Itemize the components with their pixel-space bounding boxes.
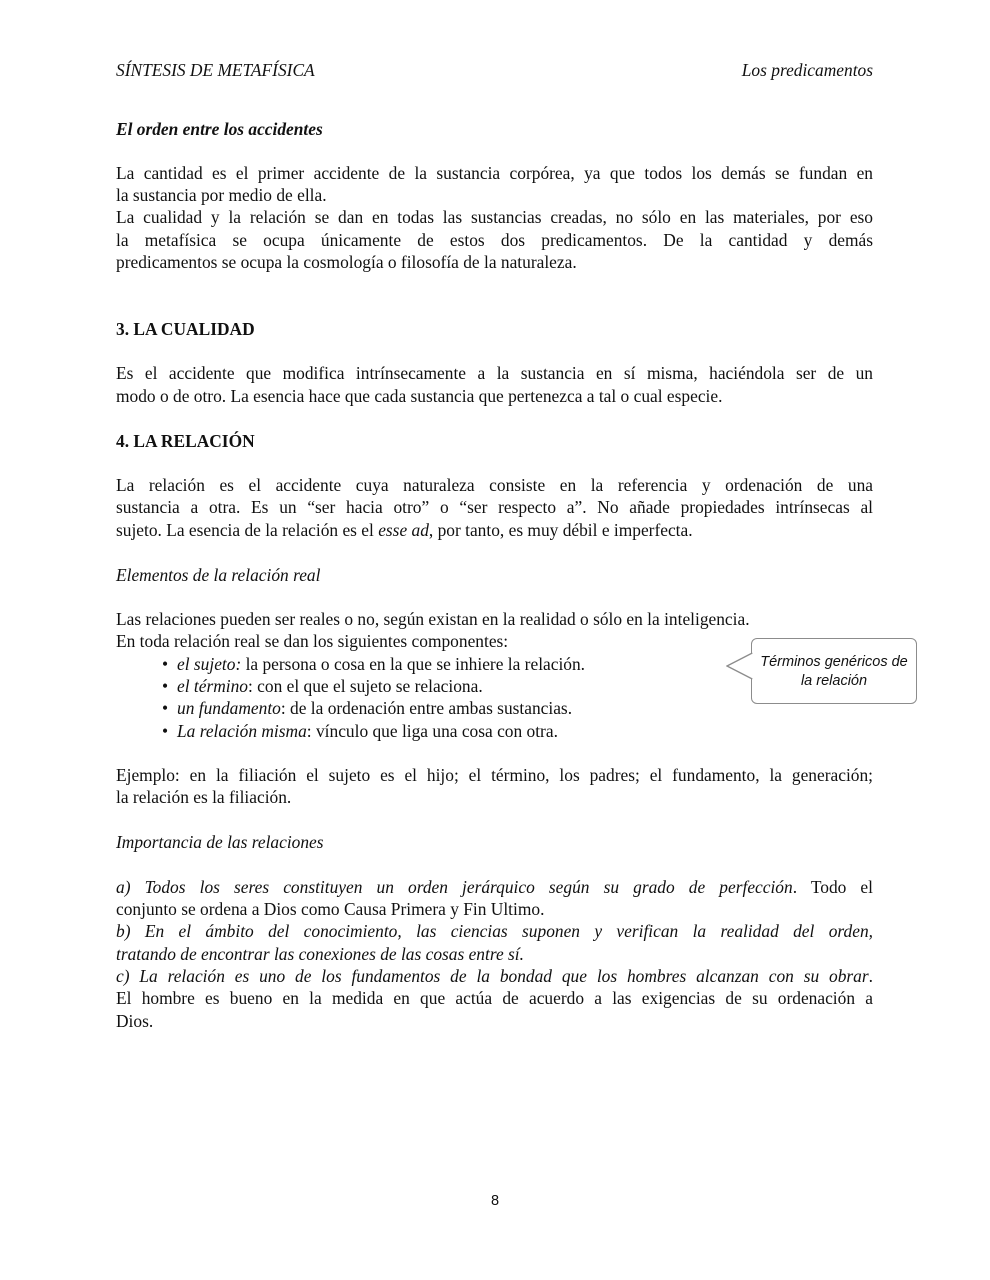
subheading-importancia: Importancia de las relaciones — [116, 832, 324, 852]
section-heading-cualidad: 3. LA CUALIDAD — [116, 319, 255, 339]
bullet-item-fundamento — [162, 697, 572, 719]
paragraph-line: conjunto se ordena a Dios como Causa Primera y Fin Ultimo. — [116, 899, 545, 919]
callout-pointer-icon — [726, 651, 754, 681]
bullet-item-sujeto — [162, 653, 585, 675]
bullet-item-termino — [162, 675, 483, 697]
bullet-icon: • — [162, 676, 169, 696]
paragraph-line: El hombre es bueno en la medida en que actúa de acuerdo a las exigencias de su ordenación a — [116, 988, 873, 1008]
paragraph-line: modo o de otro. La esencia hace que cada sustancia que pertenezca a tal o cual especie. — [116, 386, 723, 406]
subheading-elementos: Elementos de la relación real — [116, 565, 321, 585]
paragraph-line: La relación es el accidente cuya naturaleza consiste en la referencia y ordenación de una — [116, 475, 873, 495]
paragraph-line: Las relaciones pueden ser reales o no, según existan en la realidad o sólo en la inteligencia. — [116, 609, 750, 629]
bullet-term: el sujeto: — [177, 654, 242, 674]
section-heading-relacion: 4. LA RELACIÓN — [116, 431, 255, 451]
paragraph-line: Dios. — [116, 1011, 154, 1031]
paragraph-line: la sustancia por medio de ella. — [116, 185, 327, 205]
text-run: c) La relación es uno de los fundamentos de la bondad que los hombres alcanzan con su obrar — [116, 966, 869, 986]
bullet-text: : con el que el sujeto se relaciona. — [248, 676, 483, 696]
paragraph-line: Es el accidente que modifica intrínsecamente a la sustancia en sí misma, haciéndola ser de un — [116, 363, 873, 383]
paragraph-line: La cualidad y la relación se dan en todas las sustancias creadas, no sólo en las materiales, por eso — [116, 207, 873, 227]
paragraph-line: Ejemplo: en la filiación el sujeto es el hijo; el término, los padres; el fundamento, la generación; — [116, 765, 873, 785]
paragraph-line — [116, 519, 873, 541]
bullet-icon: • — [162, 721, 169, 741]
bullet-term: el término — [177, 676, 248, 696]
paragraph-line: la metafísica se ocupa únicamente de estos dos predicamentos. De la cantidad y demás — [116, 230, 873, 250]
paragraph-line: En toda relación real se dan los siguientes componentes: — [116, 631, 509, 651]
header-chapter-title: Los predicamentos — [741, 60, 873, 80]
paragraph-line: tratando de encontrar las conexiones de las cosas entre sí. — [116, 944, 524, 964]
text-run: a) Todos los seres constituyen un orden jerárquico según su grado de perfección — [116, 877, 793, 897]
bullet-text: : de la ordenación entre ambas sustancias. — [280, 698, 573, 718]
paragraph-line: b) En el ámbito del conocimiento, las ciencias suponen y verifican la realidad del orden, — [116, 921, 873, 941]
text-run: . Todo el — [792, 877, 873, 897]
text-run: sujeto. La esencia de la relación es el — [116, 520, 379, 540]
bullet-icon: • — [162, 654, 169, 674]
paragraph-line — [116, 965, 873, 987]
bullet-term: La relación misma — [177, 721, 307, 741]
latin-term-esse-ad: esse ad — [378, 520, 429, 540]
paragraph-line: La cantidad es el primer accidente de la sustancia corpórea, ya que todos los demás se fundan en — [116, 163, 873, 183]
paragraph-line: sustancia a otra. Es un “ser hacia otro” o “ser respecto a”. No añade propiedades intrínsecas al — [116, 497, 873, 517]
paragraph-line — [116, 876, 873, 898]
subheading-orden: El orden entre los accidentes — [116, 119, 323, 139]
bullet-icon: • — [162, 698, 169, 718]
header-book-title: SÍNTESIS DE METAFÍSICA — [116, 60, 315, 80]
text-run: , por tanto, es muy débil e imperfecta. — [428, 520, 693, 540]
bullet-term: un fundamento — [177, 698, 281, 718]
paragraph-line: la relación es la filiación. — [116, 787, 292, 807]
running-header — [116, 59, 873, 81]
callout-line: Términos genéricos de — [760, 654, 908, 670]
bullet-item-relacion-misma — [162, 720, 558, 742]
bullet-text: : vínculo que liga una cosa con otra. — [306, 721, 558, 741]
paragraph-line: predicamentos se ocupa la cosmología o filosofía de la naturaleza. — [116, 252, 577, 272]
bullet-text: la persona o cosa en la que se inhiere la relación. — [241, 654, 586, 674]
text-run: . — [868, 966, 873, 986]
callout-box — [751, 638, 917, 704]
page-number: 8 — [490, 1193, 500, 1209]
callout-line: la relación — [800, 673, 868, 689]
